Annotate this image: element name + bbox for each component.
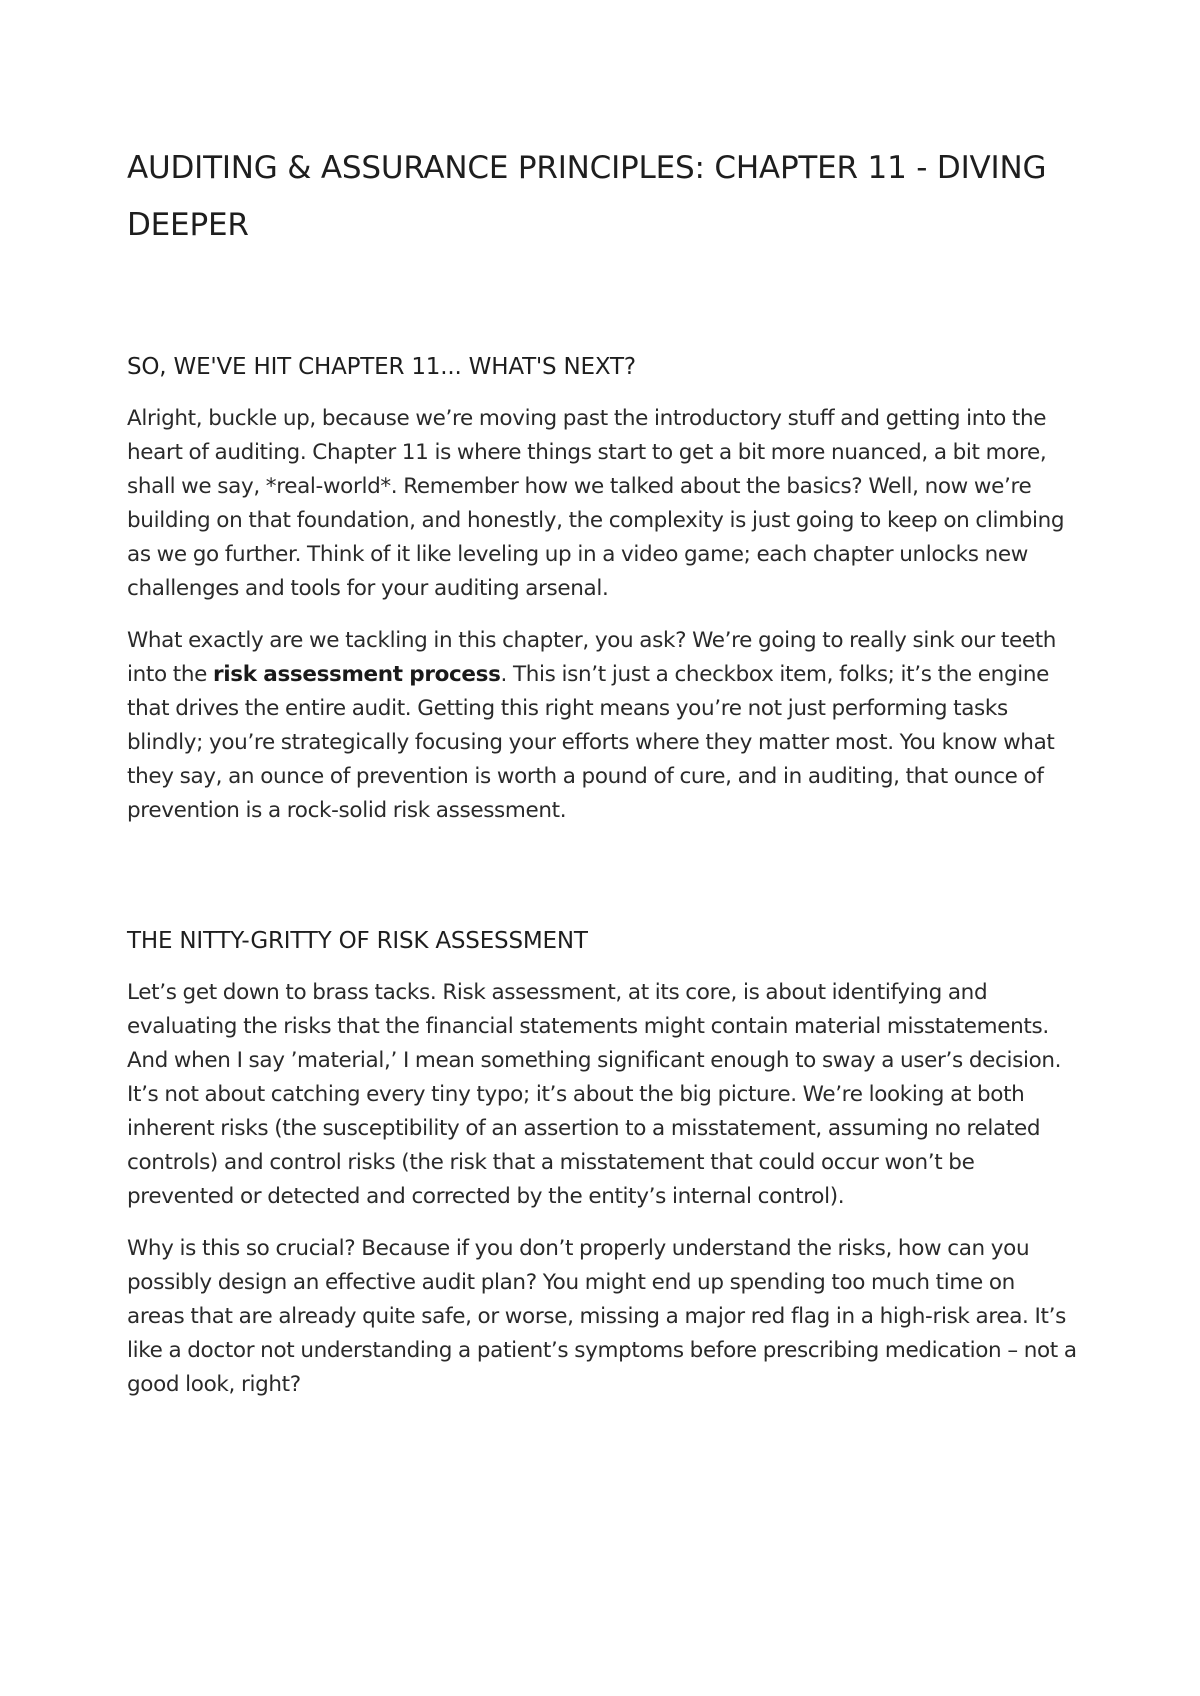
document-page (127, 140, 1077, 1402)
paragraph: Alright, buckle up, because we’re moving past the introductory stuff and getting into the heart of auditing. Chapter 11 is where things start to get a bit more nuanced, a bit more, shall we say, *real-world*. Remember how we talked about the basics? Well, now we’re building on that foundation, and honestly, the complexity is just going to keep on climbing as we go further. Think of it like leveling up in a video game; each chapter unlocks new challenges and tools for your auditing arsenal. (127, 406, 1065, 601)
paragraph-text: . This isn’t just a checkbox item, folks; it’s the engine that drives the entire audit. Getting this right means you’re not just performing tasks blindly; you’re strategically focusing your efforts where they matter most. You know what they say, an ounce of prevention is worth a pound of cure, and in auditing, that ounce of prevention is a rock-solid risk assessment. (127, 662, 1055, 823)
paragraph: Why is this so crucial? Because if you don’t properly understand the risks, how can you possibly design an effective audit plan? You might end up spending too much time on areas that are already quite safe, or worse, missing a major red flag in a high-risk area. It’s like a doctor not understanding a patient’s symptoms before prescribing medication – not a good look, right? (127, 1236, 1077, 1397)
paragraph (127, 624, 1077, 828)
paragraph-text: What exactly are we tackling in this chapter, you ask? We’re going to really sink our teeth into the (127, 628, 1057, 687)
section-heading: THE NITTY-GRITTY OF RISK ASSESSMENT (127, 928, 588, 954)
bold-term: risk assessment process (213, 662, 501, 687)
document-title: AUDITING & ASSURANCE PRINCIPLES: CHAPTER 11 - DIVING DEEPER (127, 150, 1047, 243)
section-heading: SO, WE'VE HIT CHAPTER 11... WHAT'S NEXT? (127, 354, 636, 380)
paragraph: Let’s get down to brass tacks. Risk assessment, at its core, is about identifying and evaluating the risks that the financial statements might contain material misstatements. And when I say ’material,’ I mean something significant enough to sway a user’s decision. It’s not about catching every tiny typo; it’s about the big picture. We’re looking at both inherent risks (the susceptibility of an assertion to a misstatement, assuming no related controls) and control risks (the risk that a misstatement that could occur won’t be prevented or detected and corrected by the entity’s internal control). (127, 980, 1062, 1209)
